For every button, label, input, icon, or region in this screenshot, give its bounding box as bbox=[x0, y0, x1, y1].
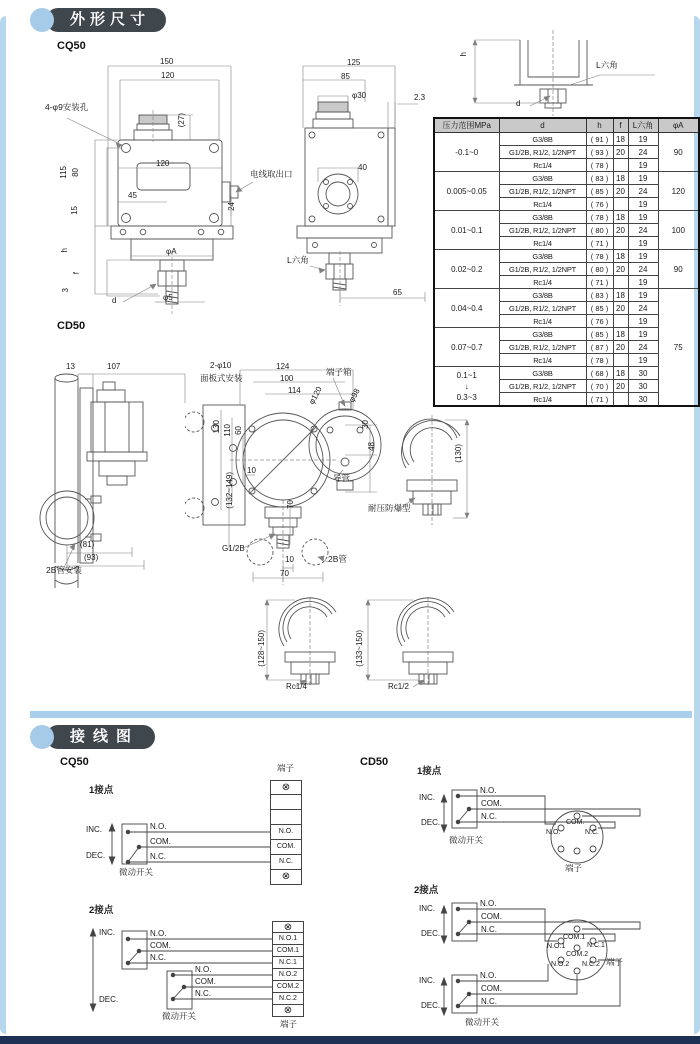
thread-label: G1/2B bbox=[222, 544, 245, 553]
dim-label: f bbox=[72, 272, 81, 275]
terminal-cell: N.O.1 bbox=[272, 933, 304, 945]
spec-cell: 24 bbox=[628, 341, 658, 354]
exproof-label: 耐压防爆型 bbox=[368, 503, 411, 513]
spec-cell: Rc1/4 bbox=[499, 198, 586, 211]
dim-label: 60 bbox=[234, 426, 243, 435]
dim-label: 2-φ10 bbox=[210, 361, 232, 370]
spec-table-body bbox=[434, 133, 699, 407]
dim-label: 110 bbox=[223, 424, 232, 437]
dim-label: 40 bbox=[358, 163, 367, 172]
spec-cell: ( 78 ) bbox=[586, 354, 613, 367]
phiA-cell: 100 bbox=[658, 211, 699, 250]
spec-cell: ( 78 ) bbox=[586, 250, 613, 263]
spec-cell: Rc1/4 bbox=[499, 393, 586, 407]
nc-label: N.C. bbox=[195, 989, 211, 998]
phiA-cell: 90 bbox=[658, 133, 699, 172]
dim-label: 2.3 bbox=[414, 93, 426, 102]
dim-label: φ5 bbox=[163, 293, 173, 302]
contact-count-title: 1接点 bbox=[417, 766, 442, 777]
dim-label: 70 bbox=[280, 569, 289, 578]
terminal-cell: N.C. bbox=[270, 855, 302, 870]
spec-cell bbox=[613, 198, 628, 211]
pin-label-com1: COM.1 bbox=[563, 934, 586, 941]
phiA-cell: 90 bbox=[658, 250, 699, 289]
page-footer-bar bbox=[0, 1036, 700, 1044]
spec-cell: 19 bbox=[628, 237, 658, 250]
spec-cell: G3/8B bbox=[499, 172, 586, 185]
spec-cell: 18 bbox=[613, 367, 628, 380]
spec-cell: Rc1/4 bbox=[499, 159, 586, 172]
spec-cell: G3/8B bbox=[499, 328, 586, 341]
pin-label-no2: N.O.2 bbox=[551, 961, 570, 968]
spec-cell: G1/2B, R1/2, 1/2NPT bbox=[499, 341, 586, 354]
spec-cell: G1/2B, R1/2, 1/2NPT bbox=[499, 302, 586, 315]
spec-cell: ( 76 ) bbox=[586, 198, 613, 211]
terminal-label: 端子 bbox=[280, 1019, 298, 1029]
contact-count-title: 2接点 bbox=[414, 885, 439, 896]
dec-label: DEC. bbox=[421, 929, 441, 938]
terminal-box-label: 端子箱 bbox=[326, 367, 352, 377]
no-label: N.O. bbox=[195, 965, 212, 974]
spec-cell: ( 80 ) bbox=[586, 263, 613, 276]
spec-cell: 19 bbox=[628, 289, 658, 302]
no-label: N.O. bbox=[150, 929, 167, 938]
dim-label: (133~150) bbox=[355, 630, 364, 667]
hex-label: L六角 bbox=[596, 60, 618, 70]
spec-cell: 24 bbox=[628, 185, 658, 198]
terminal-cell bbox=[270, 810, 302, 825]
pin-label-com2: COM.2 bbox=[566, 951, 589, 958]
micro-switch-label: 微动开关 bbox=[465, 1017, 500, 1027]
dim-label: φ120 bbox=[307, 385, 324, 406]
spec-cell: 18 bbox=[613, 289, 628, 302]
no-label: N.O. bbox=[480, 899, 497, 908]
no-label: N.O. bbox=[480, 971, 497, 980]
pressure-range-cell: 0.04~0.4 bbox=[434, 289, 499, 328]
terminal-strip-cq50-2 bbox=[272, 921, 304, 1017]
dim-label: (130) bbox=[454, 444, 463, 463]
com-label: COM. bbox=[150, 837, 171, 846]
spec-cell: 30 bbox=[628, 380, 658, 393]
pin-label-com: COM. bbox=[566, 819, 585, 826]
spec-cell: ( 85 ) bbox=[586, 185, 613, 198]
spec-cell: 20 bbox=[613, 302, 628, 315]
dim-label: 15 bbox=[70, 206, 79, 215]
dec-label: DEC. bbox=[86, 851, 106, 860]
inc-label: INC. bbox=[86, 825, 102, 834]
pin-label-nc2: N.C.2 bbox=[582, 961, 600, 968]
spec-cell: G1/2B, R1/2, 1/2NPT bbox=[499, 185, 586, 198]
spec-cell: ( 85 ) bbox=[586, 328, 613, 341]
dim-label: 120 bbox=[161, 71, 175, 80]
spec-cell: Rc1/4 bbox=[499, 237, 586, 250]
nc-label: N.C. bbox=[481, 997, 497, 1006]
spec-cell: G1/2B, R1/2, 1/2NPT bbox=[499, 224, 586, 237]
dim-label: 10 bbox=[247, 466, 256, 475]
spec-cell bbox=[613, 159, 628, 172]
pressure-range-cell: 0.005~0.05 bbox=[434, 172, 499, 211]
spec-cell: 19 bbox=[628, 159, 658, 172]
dim-label: (93) bbox=[84, 553, 99, 562]
dim-label: (128~150) bbox=[257, 630, 266, 667]
contact-count-title: 2接点 bbox=[89, 905, 114, 916]
conduit-label: 导管 bbox=[333, 473, 351, 483]
spec-cell: ( 83 ) bbox=[586, 172, 613, 185]
spec-cell: Rc1/4 bbox=[499, 354, 586, 367]
nc-label: N.C. bbox=[481, 812, 497, 821]
terminal-cell: ⊗ bbox=[272, 1005, 304, 1017]
inc-label: INC. bbox=[419, 976, 435, 985]
terminal-cell: N.O.2 bbox=[272, 969, 304, 981]
spec-cell: ( 78 ) bbox=[586, 211, 613, 224]
spec-cell: ( 83 ) bbox=[586, 289, 613, 302]
dim-label: h bbox=[60, 248, 69, 253]
section2-bullet-icon bbox=[30, 725, 54, 749]
spec-cell: 20 bbox=[613, 146, 628, 159]
wiring-model-cq50: CQ50 bbox=[60, 756, 89, 768]
col-header-hex: L六角 bbox=[628, 118, 658, 133]
pressure-range-cell: 0.07~0.7 bbox=[434, 328, 499, 367]
com-label: COM. bbox=[150, 941, 171, 950]
spec-cell: ( 70 ) bbox=[586, 380, 613, 393]
cq50-front-drawing bbox=[55, 56, 300, 321]
dim-label: 85 bbox=[341, 72, 350, 81]
dec-label: DEC. bbox=[99, 995, 119, 1004]
spec-cell: G3/8B bbox=[499, 133, 586, 146]
pressure-range-cell: 0.01~0.1 bbox=[434, 211, 499, 250]
inc-label: INC. bbox=[419, 904, 435, 913]
mount-holes-label: 4-φ9安装孔 bbox=[45, 102, 89, 112]
spec-cell: 18 bbox=[613, 328, 628, 341]
cd50-clamp-rc12-drawing bbox=[355, 592, 485, 692]
spec-cell: 19 bbox=[628, 211, 658, 224]
terminal-cell: ⊗ bbox=[270, 780, 302, 795]
dim-label: 3 bbox=[61, 288, 70, 293]
terminal-cell: N.O. bbox=[270, 825, 302, 840]
dim-label: (81) bbox=[80, 540, 95, 549]
col-header-phiA: φA bbox=[658, 118, 699, 133]
nc-label: N.C. bbox=[150, 953, 166, 962]
dim-label: (27) bbox=[177, 113, 186, 128]
dim-label: 80 bbox=[71, 168, 80, 177]
spec-cell: ( 78 ) bbox=[586, 159, 613, 172]
dim-label: d bbox=[112, 296, 117, 305]
pin-label-no1: N.O.1 bbox=[547, 943, 566, 950]
spec-cell: ( 71 ) bbox=[586, 393, 613, 407]
spec-cell: ( 91 ) bbox=[586, 133, 613, 146]
spec-cell: 20 bbox=[613, 185, 628, 198]
panel-mount-label: 面板式安装 bbox=[200, 373, 243, 383]
dec-label: DEC. bbox=[421, 1001, 441, 1010]
spec-cell: 20 bbox=[613, 380, 628, 393]
micro-switch-label: 微动开关 bbox=[119, 867, 154, 877]
spec-cell: 18 bbox=[613, 250, 628, 263]
pin-label-nc1: N.C.1 bbox=[587, 942, 605, 949]
dec-label: DEC. bbox=[421, 818, 441, 827]
wire-outlet-label: 电线取出口 bbox=[250, 169, 293, 179]
spec-cell: ( 85 ) bbox=[586, 302, 613, 315]
cd50-exproof-drawing bbox=[395, 400, 525, 550]
terminal-strip-cq50-1 bbox=[270, 780, 302, 885]
micro-switch-label: 微动开关 bbox=[162, 1011, 197, 1021]
terminal-label: 端子 bbox=[277, 763, 295, 773]
spec-cell: 19 bbox=[628, 328, 658, 341]
spec-cell: 30 bbox=[628, 367, 658, 380]
pin-label-nc: N.C. bbox=[585, 829, 599, 836]
dim-label: 115 bbox=[59, 166, 68, 179]
dim-label: 120 bbox=[156, 159, 170, 168]
spec-cell: 19 bbox=[628, 133, 658, 146]
spec-cell: 18 bbox=[613, 133, 628, 146]
terminal-cell: COM.2 bbox=[272, 981, 304, 993]
section1-title: 外形尺寸 bbox=[46, 8, 166, 32]
spec-cell: ( 80 ) bbox=[586, 224, 613, 237]
dim-label: 65 bbox=[393, 288, 402, 297]
spec-cell bbox=[613, 315, 628, 328]
model-label-cq50: CQ50 bbox=[57, 40, 86, 52]
com-label: COM. bbox=[481, 799, 502, 808]
spec-cell: 18 bbox=[613, 211, 628, 224]
com-label: COM. bbox=[481, 984, 502, 993]
dim-label: φ98 bbox=[347, 387, 362, 404]
pipe-2b-label: 2B管 bbox=[328, 554, 347, 564]
spec-cell: 19 bbox=[628, 172, 658, 185]
dim-label: 24 bbox=[227, 202, 236, 211]
spec-cell: ( 68 ) bbox=[586, 367, 613, 380]
cd50-left-drawing bbox=[25, 348, 205, 598]
inc-label: INC. bbox=[99, 928, 115, 937]
dim-label: 13 bbox=[66, 362, 75, 371]
spec-cell: 19 bbox=[628, 354, 658, 367]
spec-cell: G3/8B bbox=[499, 289, 586, 302]
pressure-range-cell: 0.02~0.2 bbox=[434, 250, 499, 289]
micro-switch-label: 微动开关 bbox=[449, 835, 484, 845]
com-label: COM. bbox=[481, 912, 502, 921]
wiring-model-cd50: CD50 bbox=[360, 756, 389, 768]
terminal-cell: ⊗ bbox=[270, 870, 302, 885]
spec-cell: ( 71 ) bbox=[586, 237, 613, 250]
spec-cell bbox=[613, 237, 628, 250]
section-divider bbox=[30, 711, 692, 718]
dim-label: 48 bbox=[367, 442, 376, 451]
dim-label: 45 bbox=[128, 191, 137, 200]
spec-cell bbox=[613, 393, 628, 407]
pipe-mount-label: 2B管安装 bbox=[46, 565, 82, 575]
dim-label: 100 bbox=[280, 374, 294, 383]
spec-cell: 24 bbox=[628, 146, 658, 159]
spec-cell: G3/8B bbox=[499, 250, 586, 263]
spec-cell: ( 93 ) bbox=[586, 146, 613, 159]
thread-label: Rc1/2 bbox=[388, 682, 409, 691]
pressure-range-cell: 0.1~1 ↓ 0.3~3 bbox=[434, 367, 499, 407]
spec-cell bbox=[613, 354, 628, 367]
no-label: N.O. bbox=[480, 786, 497, 795]
spec-cell: ( 71 ) bbox=[586, 276, 613, 289]
dim-label: 150 bbox=[160, 57, 174, 66]
terminal-label: 端子 bbox=[565, 863, 583, 873]
dim-label: φ30 bbox=[352, 91, 367, 100]
terminal-cell: N.C.2 bbox=[272, 993, 304, 1005]
terminal-cell: ⊗ bbox=[272, 921, 304, 933]
dim-label: φA bbox=[166, 247, 177, 256]
section1-bullet-icon bbox=[30, 8, 54, 32]
com-label: COM. bbox=[195, 977, 216, 986]
spec-cell: 19 bbox=[628, 198, 658, 211]
dim-label: 114 bbox=[288, 386, 301, 395]
terminal-label: 端子 bbox=[606, 957, 624, 967]
col-header-d: d bbox=[499, 118, 586, 133]
hex-detail-drawing bbox=[450, 28, 698, 120]
spec-cell: G3/8B bbox=[499, 367, 586, 380]
nc-label: N.C. bbox=[481, 925, 497, 934]
section2-title: 接线图 bbox=[46, 725, 155, 749]
dim-label: 130 bbox=[212, 420, 221, 434]
col-header-h: h bbox=[586, 118, 613, 133]
model-label-cd50: CD50 bbox=[57, 320, 86, 332]
spec-cell: 19 bbox=[628, 276, 658, 289]
spec-cell: 20 bbox=[613, 263, 628, 276]
dim-label: 125 bbox=[347, 58, 361, 67]
phiA-cell: 120 bbox=[658, 172, 699, 211]
spec-cell: 19 bbox=[628, 315, 658, 328]
wiring-diagrams bbox=[0, 755, 700, 1036]
spec-cell: 19 bbox=[628, 250, 658, 263]
spec-cell: G3/8B bbox=[499, 211, 586, 224]
dim-label: d bbox=[516, 99, 521, 108]
nc-label: N.C. bbox=[150, 852, 166, 861]
col-header-pressure-range: 压力范围MPa bbox=[434, 118, 499, 133]
spec-cell: 30 bbox=[628, 393, 658, 407]
terminal-cell: COM.1 bbox=[272, 945, 304, 957]
inc-label: INC. bbox=[419, 793, 435, 802]
dim-label: 124 bbox=[276, 362, 290, 371]
spec-cell: 20 bbox=[613, 224, 628, 237]
spec-cell bbox=[613, 276, 628, 289]
dim-label: 70 bbox=[286, 500, 295, 509]
col-header-f: f bbox=[613, 118, 628, 133]
spec-table bbox=[433, 117, 698, 407]
spec-cell: 24 bbox=[628, 302, 658, 315]
spec-cell: 24 bbox=[628, 263, 658, 276]
pin-label-no: N.O. bbox=[546, 829, 561, 836]
terminal-cell: COM. bbox=[270, 840, 302, 855]
spec-cell: G1/2B, R1/2, 1/2NPT bbox=[499, 380, 586, 393]
spec-cell: G1/2B, R1/2, 1/2NPT bbox=[499, 146, 586, 159]
thread-label: Rc1/4 bbox=[286, 682, 307, 691]
no-label: N.O. bbox=[150, 822, 167, 831]
terminal-cell bbox=[270, 795, 302, 810]
terminal-cell: N.C.1 bbox=[272, 957, 304, 969]
spec-cell: G1/2B, R1/2, 1/2NPT bbox=[499, 263, 586, 276]
dim-label: 30 bbox=[361, 420, 370, 429]
pressure-range-cell: -0.1~0 bbox=[434, 133, 499, 172]
dim-label: 107 bbox=[107, 362, 121, 371]
dim-label: (132~149) bbox=[225, 472, 234, 509]
spec-cell: 20 bbox=[613, 341, 628, 354]
dim-label: h bbox=[459, 52, 468, 57]
spec-cell: ( 76 ) bbox=[586, 315, 613, 328]
spec-cell: 18 bbox=[613, 172, 628, 185]
spec-cell: Rc1/4 bbox=[499, 315, 586, 328]
spec-cell: ( 87 ) bbox=[586, 341, 613, 354]
spec-cell: Rc1/4 bbox=[499, 276, 586, 289]
dim-label: 10 bbox=[285, 555, 294, 564]
contact-count-title: 1接点 bbox=[89, 785, 114, 796]
phiA-cell: 75 bbox=[658, 289, 699, 407]
spec-cell: 24 bbox=[628, 224, 658, 237]
hex-label: L六角 bbox=[287, 255, 309, 265]
